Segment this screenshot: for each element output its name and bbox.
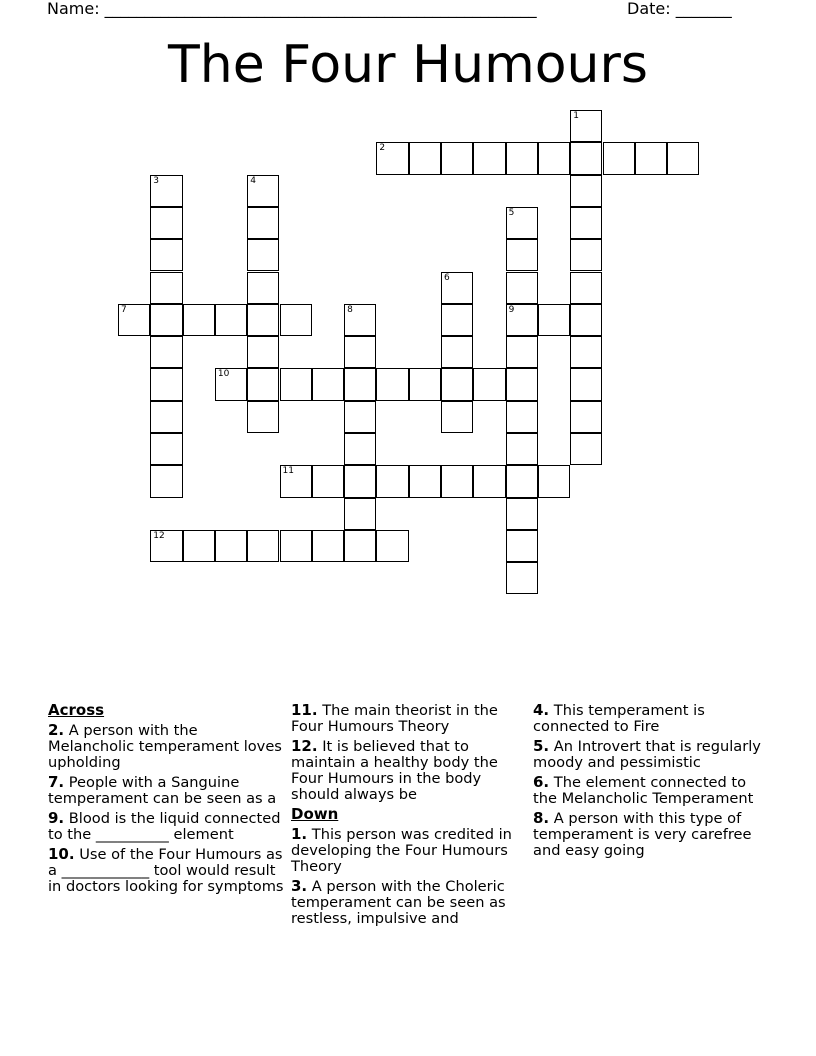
crossword-cell[interactable]	[506, 562, 538, 594]
crossword-cell[interactable]	[247, 207, 279, 239]
crossword-cell[interactable]	[441, 142, 473, 174]
crossword-cell[interactable]	[247, 336, 279, 368]
crossword-cell[interactable]	[409, 368, 441, 400]
cell-number: 9	[508, 304, 515, 315]
crossword-cell[interactable]	[312, 530, 344, 562]
crossword-cell[interactable]	[441, 368, 473, 400]
crossword-cell[interactable]	[506, 530, 538, 562]
crossword-cell[interactable]	[376, 530, 408, 562]
crossword-cell[interactable]	[441, 336, 473, 368]
across-heading: Across	[48, 701, 105, 719]
crossword-cell[interactable]	[247, 368, 279, 400]
crossword-cell[interactable]	[280, 304, 312, 336]
clues-column-2	[291, 702, 527, 930]
crossword-cell[interactable]	[538, 304, 570, 336]
crossword-cell[interactable]	[570, 272, 602, 304]
crossword-cell[interactable]	[344, 304, 376, 336]
crossword-cell[interactable]	[570, 336, 602, 368]
crossword-cell[interactable]	[183, 304, 215, 336]
date-field: Date: _______	[627, 0, 732, 18]
crossword-cell[interactable]	[441, 401, 473, 433]
crossword-cell[interactable]	[441, 304, 473, 336]
crossword-cell[interactable]	[570, 304, 602, 336]
cell-number: 12	[153, 530, 165, 541]
cell-number: 7	[121, 304, 127, 315]
crossword-cell[interactable]	[506, 401, 538, 433]
clue-down-1: 1. This person was credited in developing the Four Humours Theory	[291, 825, 512, 875]
clues-column-1	[48, 702, 284, 898]
crossword-cell[interactable]	[344, 433, 376, 465]
crossword-cell[interactable]	[247, 401, 279, 433]
crossword-cell[interactable]	[215, 304, 247, 336]
crossword-cell[interactable]	[506, 142, 538, 174]
clue-down-5: 5. An Introvert that is regularly moody and pessimistic	[533, 737, 761, 771]
crossword-cell[interactable]	[506, 433, 538, 465]
crossword-cell[interactable]	[570, 401, 602, 433]
clue-across-12: 12. It is believed that to maintain a healthy body the Four Humours in the body should always be	[291, 737, 498, 803]
crossword-cell[interactable]	[344, 498, 376, 530]
crossword-cell[interactable]	[506, 498, 538, 530]
crossword-cell[interactable]	[376, 465, 408, 497]
crossword-cell[interactable]	[344, 401, 376, 433]
crossword-cell[interactable]	[344, 336, 376, 368]
crossword-cell[interactable]	[280, 368, 312, 400]
crossword-cell[interactable]	[506, 239, 538, 271]
clue-down-6: 6. The element connected to the Melancholic Temperament	[533, 773, 754, 807]
crossword-cell[interactable]	[473, 368, 505, 400]
crossword-cell[interactable]	[215, 368, 247, 400]
down-heading: Down	[291, 805, 339, 823]
crossword-cell[interactable]	[506, 336, 538, 368]
crossword-cell[interactable]	[635, 142, 667, 174]
crossword-cell[interactable]	[150, 175, 182, 207]
crossword-cell[interactable]	[312, 465, 344, 497]
cell-number: 2	[379, 143, 386, 154]
crossword-cell[interactable]	[150, 465, 182, 497]
clue-across-7: 7. People with a Sanguine temperament can be seen as a	[48, 773, 277, 807]
crossword-cell[interactable]	[570, 207, 602, 239]
crossword-cell[interactable]	[506, 304, 538, 336]
clues-column-3	[533, 702, 769, 862]
crossword-cell[interactable]	[506, 272, 538, 304]
clue-down-8: 8. A person with this type of temperament is very carefree and easy going	[533, 809, 752, 859]
crossword-cell[interactable]	[150, 304, 182, 336]
crossword-cell[interactable]	[150, 368, 182, 400]
crossword-cell[interactable]	[150, 239, 182, 271]
crossword-cell[interactable]	[247, 272, 279, 304]
crossword-cell[interactable]	[183, 530, 215, 562]
crossword-cell[interactable]	[247, 239, 279, 271]
cell-number: 6	[444, 272, 450, 283]
cell-number: 1	[573, 111, 579, 121]
crossword-cell[interactable]	[570, 142, 602, 174]
crossword-cell[interactable]	[150, 272, 182, 304]
crossword-cell[interactable]	[506, 465, 538, 497]
page-title: The Four Humours	[168, 35, 648, 95]
crossword-cell[interactable]	[473, 465, 505, 497]
crossword-cell[interactable]	[280, 530, 312, 562]
clue-across-2: 2. A person with the Melancholic temperament loves upholding	[48, 721, 282, 771]
crossword-cell[interactable]	[344, 465, 376, 497]
crossword-cell[interactable]	[376, 368, 408, 400]
cell-number: 8	[347, 304, 353, 315]
crossword-cell[interactable]	[473, 142, 505, 174]
crossword-cell[interactable]	[506, 207, 538, 239]
crossword-cell[interactable]	[603, 142, 635, 174]
crossword-cell[interactable]	[570, 110, 602, 142]
crossword-cell[interactable]	[150, 433, 182, 465]
crossword-cell[interactable]	[570, 239, 602, 271]
crossword-cell[interactable]	[247, 304, 279, 336]
cell-number: 3	[153, 175, 160, 186]
crossword-cell[interactable]	[441, 272, 473, 304]
cell-number: 10	[217, 369, 230, 380]
crossword-cell[interactable]	[667, 142, 699, 174]
crossword-cell[interactable]	[150, 336, 182, 368]
crossword-cell[interactable]	[312, 368, 344, 400]
crossword-cell[interactable]	[344, 368, 376, 400]
crossword-cell[interactable]	[376, 142, 408, 174]
clue-down-4: 4. This temperament is connected to Fire	[533, 701, 705, 735]
crossword-cell[interactable]	[570, 433, 602, 465]
name-field: Name: ______________________________________________________	[47, 0, 537, 18]
crossword-cell[interactable]	[441, 465, 473, 497]
crossword-cell[interactable]	[247, 530, 279, 562]
cell-number: 4	[250, 175, 256, 186]
cell-number: 11	[282, 466, 294, 477]
clue-across-11: 11. The main theorist in the Four Humours Theory	[291, 701, 498, 735]
clue-across-9: 9. Blood is the liquid connected to the __________ element	[48, 809, 281, 843]
crossword-cell[interactable]	[570, 175, 602, 207]
crossword-cell[interactable]	[409, 465, 441, 497]
crossword-cell[interactable]	[280, 465, 312, 497]
crossword-cell[interactable]	[506, 368, 538, 400]
crossword-cell[interactable]	[538, 465, 570, 497]
cell-number: 5	[508, 207, 515, 218]
clue-across-10: 10. Use of the Four Humours as a ____________ tool would result in doctors looking for symptoms	[48, 845, 284, 895]
crossword-cell[interactable]	[247, 175, 279, 207]
crossword-cell[interactable]	[538, 142, 570, 174]
crossword-cell[interactable]	[344, 530, 376, 562]
crossword-cell[interactable]	[215, 530, 247, 562]
crossword-cell[interactable]	[150, 207, 182, 239]
crossword-cell[interactable]	[409, 142, 441, 174]
clue-down-3: 3. A person with the Choleric temperament can be seen as restless, impulsive and	[291, 877, 506, 927]
crossword-cell[interactable]	[150, 530, 182, 562]
crossword-cell[interactable]	[570, 368, 602, 400]
crossword-cell[interactable]	[118, 304, 150, 336]
crossword-cell[interactable]	[150, 401, 182, 433]
